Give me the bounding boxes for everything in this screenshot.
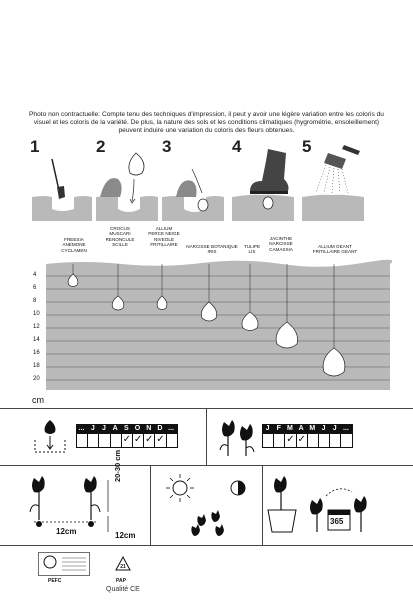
month-label: J (102, 425, 106, 432)
month-label: ... (168, 425, 175, 432)
section-divider (150, 465, 151, 545)
step-number: 2 (96, 137, 106, 156)
month-cell (76, 434, 88, 448)
month-cell (88, 434, 99, 448)
month-label: M (309, 425, 316, 432)
month-cell (341, 434, 352, 448)
step-5-panel (302, 139, 364, 221)
step-number: 3 (162, 137, 172, 156)
quality-label: Qualité CE (106, 586, 140, 593)
pap-label: PAP (116, 578, 126, 584)
pefc-logo-icon (38, 552, 90, 576)
step-4-panel (232, 139, 294, 221)
month-cell (330, 434, 341, 448)
pot-and-calendar-icon (266, 470, 386, 540)
month-cell-checked: ✓ (133, 434, 144, 448)
plant-group-label: CROCUS MUSCARI RENONCULE SCILLE (105, 226, 135, 248)
planting-bulb-icon (30, 418, 70, 458)
disclaimer-text: Photo non contractuelle: Compte tenu des techniques d'impression, il peut y avoir une légère variation entre les coloris du visuel et les coloris de la variété. De plus, la nature des sols et les conditions climatiques (hygrométrie, ensoleillement) peuvent induire une variation du coloris des fleurs obtenues. (29, 111, 384, 134)
calendar-badge: 365 (330, 517, 344, 526)
month-cell (262, 434, 274, 448)
step-1-panel (30, 139, 92, 221)
planting-calendar (76, 424, 178, 447)
section-divider (206, 408, 207, 465)
month-label: J (265, 425, 270, 432)
step-number: 1 (30, 137, 40, 156)
depth-tick: 6 (33, 285, 37, 291)
month-cell-checked: ✓ (155, 434, 166, 448)
month-label: J (321, 425, 326, 432)
flowering-calendar (262, 424, 353, 447)
depth-tick: 4 (33, 272, 37, 278)
month-cell (274, 434, 285, 448)
month-cell-checked: ✓ (285, 434, 296, 448)
month-cell-checked: ✓ (122, 434, 133, 448)
month-label: O (134, 425, 141, 432)
height-label: 20-30 cm (113, 449, 122, 482)
month-label: D (157, 425, 163, 432)
depth-chart-graphic (22, 230, 392, 410)
step-number: 4 (232, 137, 242, 156)
month-cell-checked: ✓ (144, 434, 155, 448)
month-cell (308, 434, 319, 448)
month-cell (167, 434, 178, 448)
month-label: S (124, 425, 129, 432)
section-divider (262, 465, 263, 545)
month-label: J (332, 425, 337, 432)
horizontal-spacing-label: 12cm (56, 527, 77, 536)
month-label: A (298, 425, 304, 432)
planting-depth-chart (22, 230, 392, 410)
step-3-panel (162, 139, 224, 221)
month-cell (99, 434, 110, 448)
depth-tick: 10 (33, 311, 40, 317)
month-label: J (90, 425, 95, 432)
step-2-panel (96, 139, 158, 221)
depth-tick: 18 (33, 363, 40, 369)
month-label: A (112, 425, 118, 432)
month-label: ... (342, 425, 349, 432)
month-cell (319, 434, 330, 448)
month-label: N (146, 425, 152, 432)
depth-spacing-label: 12cm (115, 531, 136, 540)
recycling-pap-icon (114, 556, 132, 574)
month-label: M (287, 425, 293, 432)
depth-tick: 20 (33, 376, 40, 382)
month-label: F (276, 425, 281, 432)
plant-group-label: TULIPE LIS (243, 244, 261, 255)
depth-unit-label: cm (32, 395, 44, 405)
sun-exposure-icon (158, 472, 258, 538)
depth-tick: 14 (33, 337, 40, 343)
depth-tick: 8 (33, 298, 37, 304)
section-divider (0, 545, 413, 546)
month-label: ... (78, 425, 85, 432)
tulip-flowering-icon (216, 416, 256, 458)
section-divider (0, 465, 413, 466)
plant-group-label: JACINTHE NARCISSE CAMASSIA (269, 236, 293, 252)
month-cell-checked: ✓ (297, 434, 308, 448)
plant-group-label: ALLIUM PERCE NEIGE NIVEOLE FRITILLAIRE (148, 226, 180, 248)
plant-group-label: ALLIUM GEANT FRITILLAIRE GEANT (312, 244, 358, 255)
depth-tick: 16 (33, 350, 40, 356)
plant-group-label: NARCISSE BOTANIQUE IRIS (186, 244, 238, 255)
pap-number: 21 (120, 564, 126, 570)
plant-group-label: FREESIA ANEMONE CYCLAMEN (61, 237, 87, 253)
step-number: 5 (302, 137, 312, 156)
depth-tick: 12 (33, 324, 40, 330)
pefc-label: PEFC (48, 578, 62, 584)
